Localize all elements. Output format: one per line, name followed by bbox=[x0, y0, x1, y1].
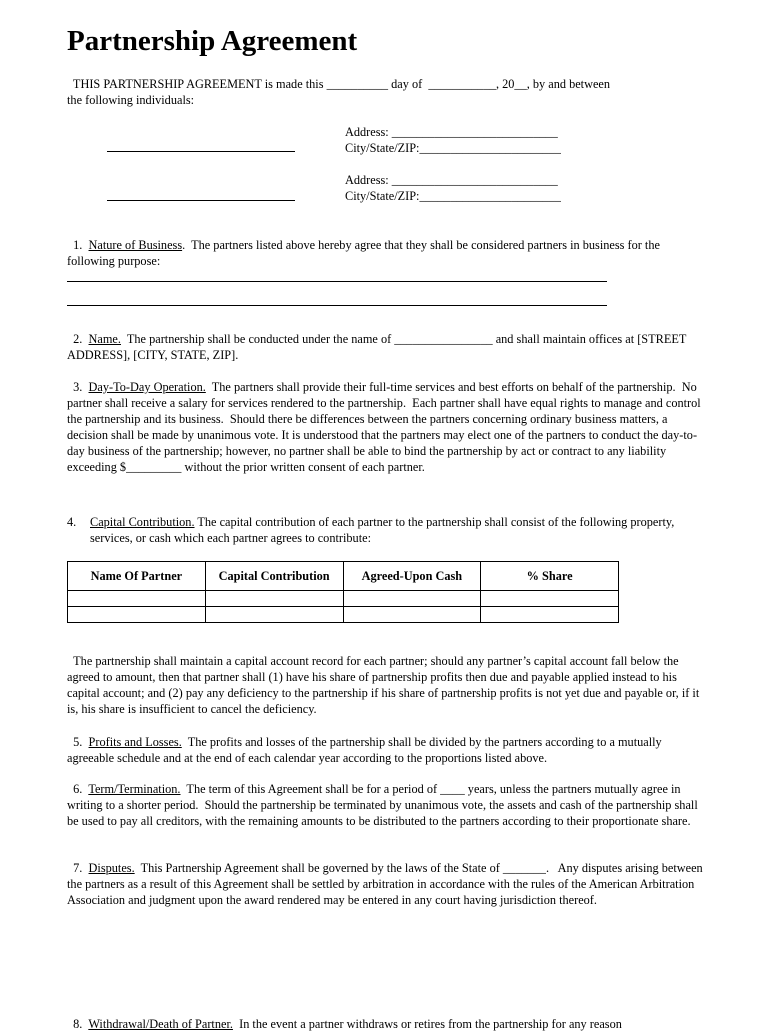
table-cell[interactable] bbox=[205, 607, 343, 623]
column-header-percent-share: % Share bbox=[481, 562, 619, 591]
section-day-to-day-operation: 3. Day-To-Day Operation. The partners shall provide their full-time services and best efforts on behalf of the partnership. No partner shall receive a salary for services rendered to the partnership. Each partner shall have equal rights to manage and control the partnership and its business. Should there be differences between the partners concerning ordinary business matters, a decision shall be made by unanimous vote. It is understood that the partners may elect one of the partners to conduct the day-to-day business of the partnership; however, no partner shall be able to bind the partnership by act or contract to any liability exceeding $_________ without the prior written consent of each partner. bbox=[67, 380, 704, 474]
party-2-city-state-zip: City/State/ZIP:_______________________ bbox=[345, 189, 561, 203]
section-1-heading: Nature of Business bbox=[88, 238, 183, 252]
section-nature-of-business: 1. Nature of Business. The partners listed above hereby agree that they shall be considered partners in business for the following purpose: bbox=[67, 238, 664, 268]
section-8-heading: Withdrawal/Death of Partner. bbox=[88, 1017, 233, 1031]
section-term-termination: 6. Term/Termination. The term of this Agreement shall be for a period of ____ years, unless the partners mutually agree in writing to a shorter period. Should the partnership be terminated by unanimous vote, the assets and cash of the partnership shall be used to pay all creditors, with the remaining amounts to be distributed to the partners according to their proportionate share. bbox=[67, 782, 701, 828]
section-disputes: 7. Disputes. This Partnership Agreement shall be governed by the laws of the State of _______. Any disputes arising between the partners as a result of this Agreement shall be settled by arbitration in accordance with the rules of the American Arbitration Association and judgment upon the award rendered may be entered in any court having jurisdiction thereof. bbox=[67, 861, 706, 907]
section-name: 2. Name. The partnership shall be conducted under the name of ________________ and shall maintain offices at [STREET ADDRESS], [CITY, STATE, ZIP]. bbox=[67, 332, 689, 362]
intro-line-1: THIS PARTNERSHIP AGREEMENT is made this __________ day of ___________, 20__, by and between bbox=[67, 77, 611, 91]
party-1-address: Address: ___________________________ bbox=[345, 125, 558, 139]
capital-contribution-table bbox=[67, 561, 619, 623]
section-4-number: 4. bbox=[67, 515, 77, 529]
table-cell[interactable] bbox=[68, 591, 206, 607]
column-header-agreed-upon-cash: Agreed-Upon Cash bbox=[343, 562, 481, 591]
capital-account-paragraph: The partnership shall maintain a capital account record for each partner; should any partner’s capital account fall below the agreed to amount, then that partner shall (1) have his share of partnership profits then due and payable applied instead to his capital account; and (2) pay any deficiency to the partnership if his share of partnership profits is not yet due and payable or, if it is, his share is insufficient to cancel the deficiency. bbox=[67, 654, 703, 716]
table-cell[interactable] bbox=[481, 607, 619, 623]
section-3-heading: Day-To-Day Operation. bbox=[88, 380, 206, 394]
table-row bbox=[68, 607, 619, 623]
purpose-blank-2[interactable] bbox=[67, 305, 607, 306]
section-4-heading: Capital Contribution. bbox=[90, 515, 195, 529]
column-header-capital-contribution: Capital Contribution bbox=[205, 562, 343, 591]
section-7-heading: Disputes. bbox=[88, 861, 135, 875]
table-cell[interactable] bbox=[343, 607, 481, 623]
document-title: Partnership Agreement bbox=[67, 25, 358, 57]
table-cell[interactable] bbox=[343, 591, 481, 607]
column-header-name-of-partner: Name Of Partner bbox=[68, 562, 206, 591]
table-cell[interactable] bbox=[68, 607, 206, 623]
section-5-heading: Profits and Losses. bbox=[88, 735, 182, 749]
section-6-heading: Term/Termination. bbox=[88, 782, 181, 796]
party-1-name-blank[interactable] bbox=[107, 151, 295, 152]
section-withdrawal-death-of-partner: 8. Withdrawal/Death of Partner. In the event a partner withdraws or retires from the partnership for any reason bbox=[67, 1017, 622, 1031]
party-2-address: Address: ___________________________ bbox=[345, 173, 558, 187]
party-1-city-state-zip: City/State/ZIP:_______________________ bbox=[345, 141, 561, 155]
table-cell[interactable] bbox=[205, 591, 343, 607]
intro-line-2: the following individuals: bbox=[67, 93, 195, 107]
section-capital-contribution: Capital Contribution. The capital contribution of each partner to the partnership shall consist of the following property, services, or cash which each partner agrees to contribute: bbox=[90, 515, 675, 545]
table-row bbox=[68, 591, 619, 607]
section-2-heading: Name. bbox=[88, 332, 121, 346]
table-cell[interactable] bbox=[481, 591, 619, 607]
party-2-name-blank[interactable] bbox=[107, 200, 295, 201]
purpose-blank-1[interactable] bbox=[67, 281, 607, 282]
section-profits-and-losses: 5. Profits and Losses. The profits and losses of the partnership shall be divided by the partners according to a mutually agreeable schedule and at the end of each calendar year according to the proportions listed above. bbox=[67, 735, 665, 765]
